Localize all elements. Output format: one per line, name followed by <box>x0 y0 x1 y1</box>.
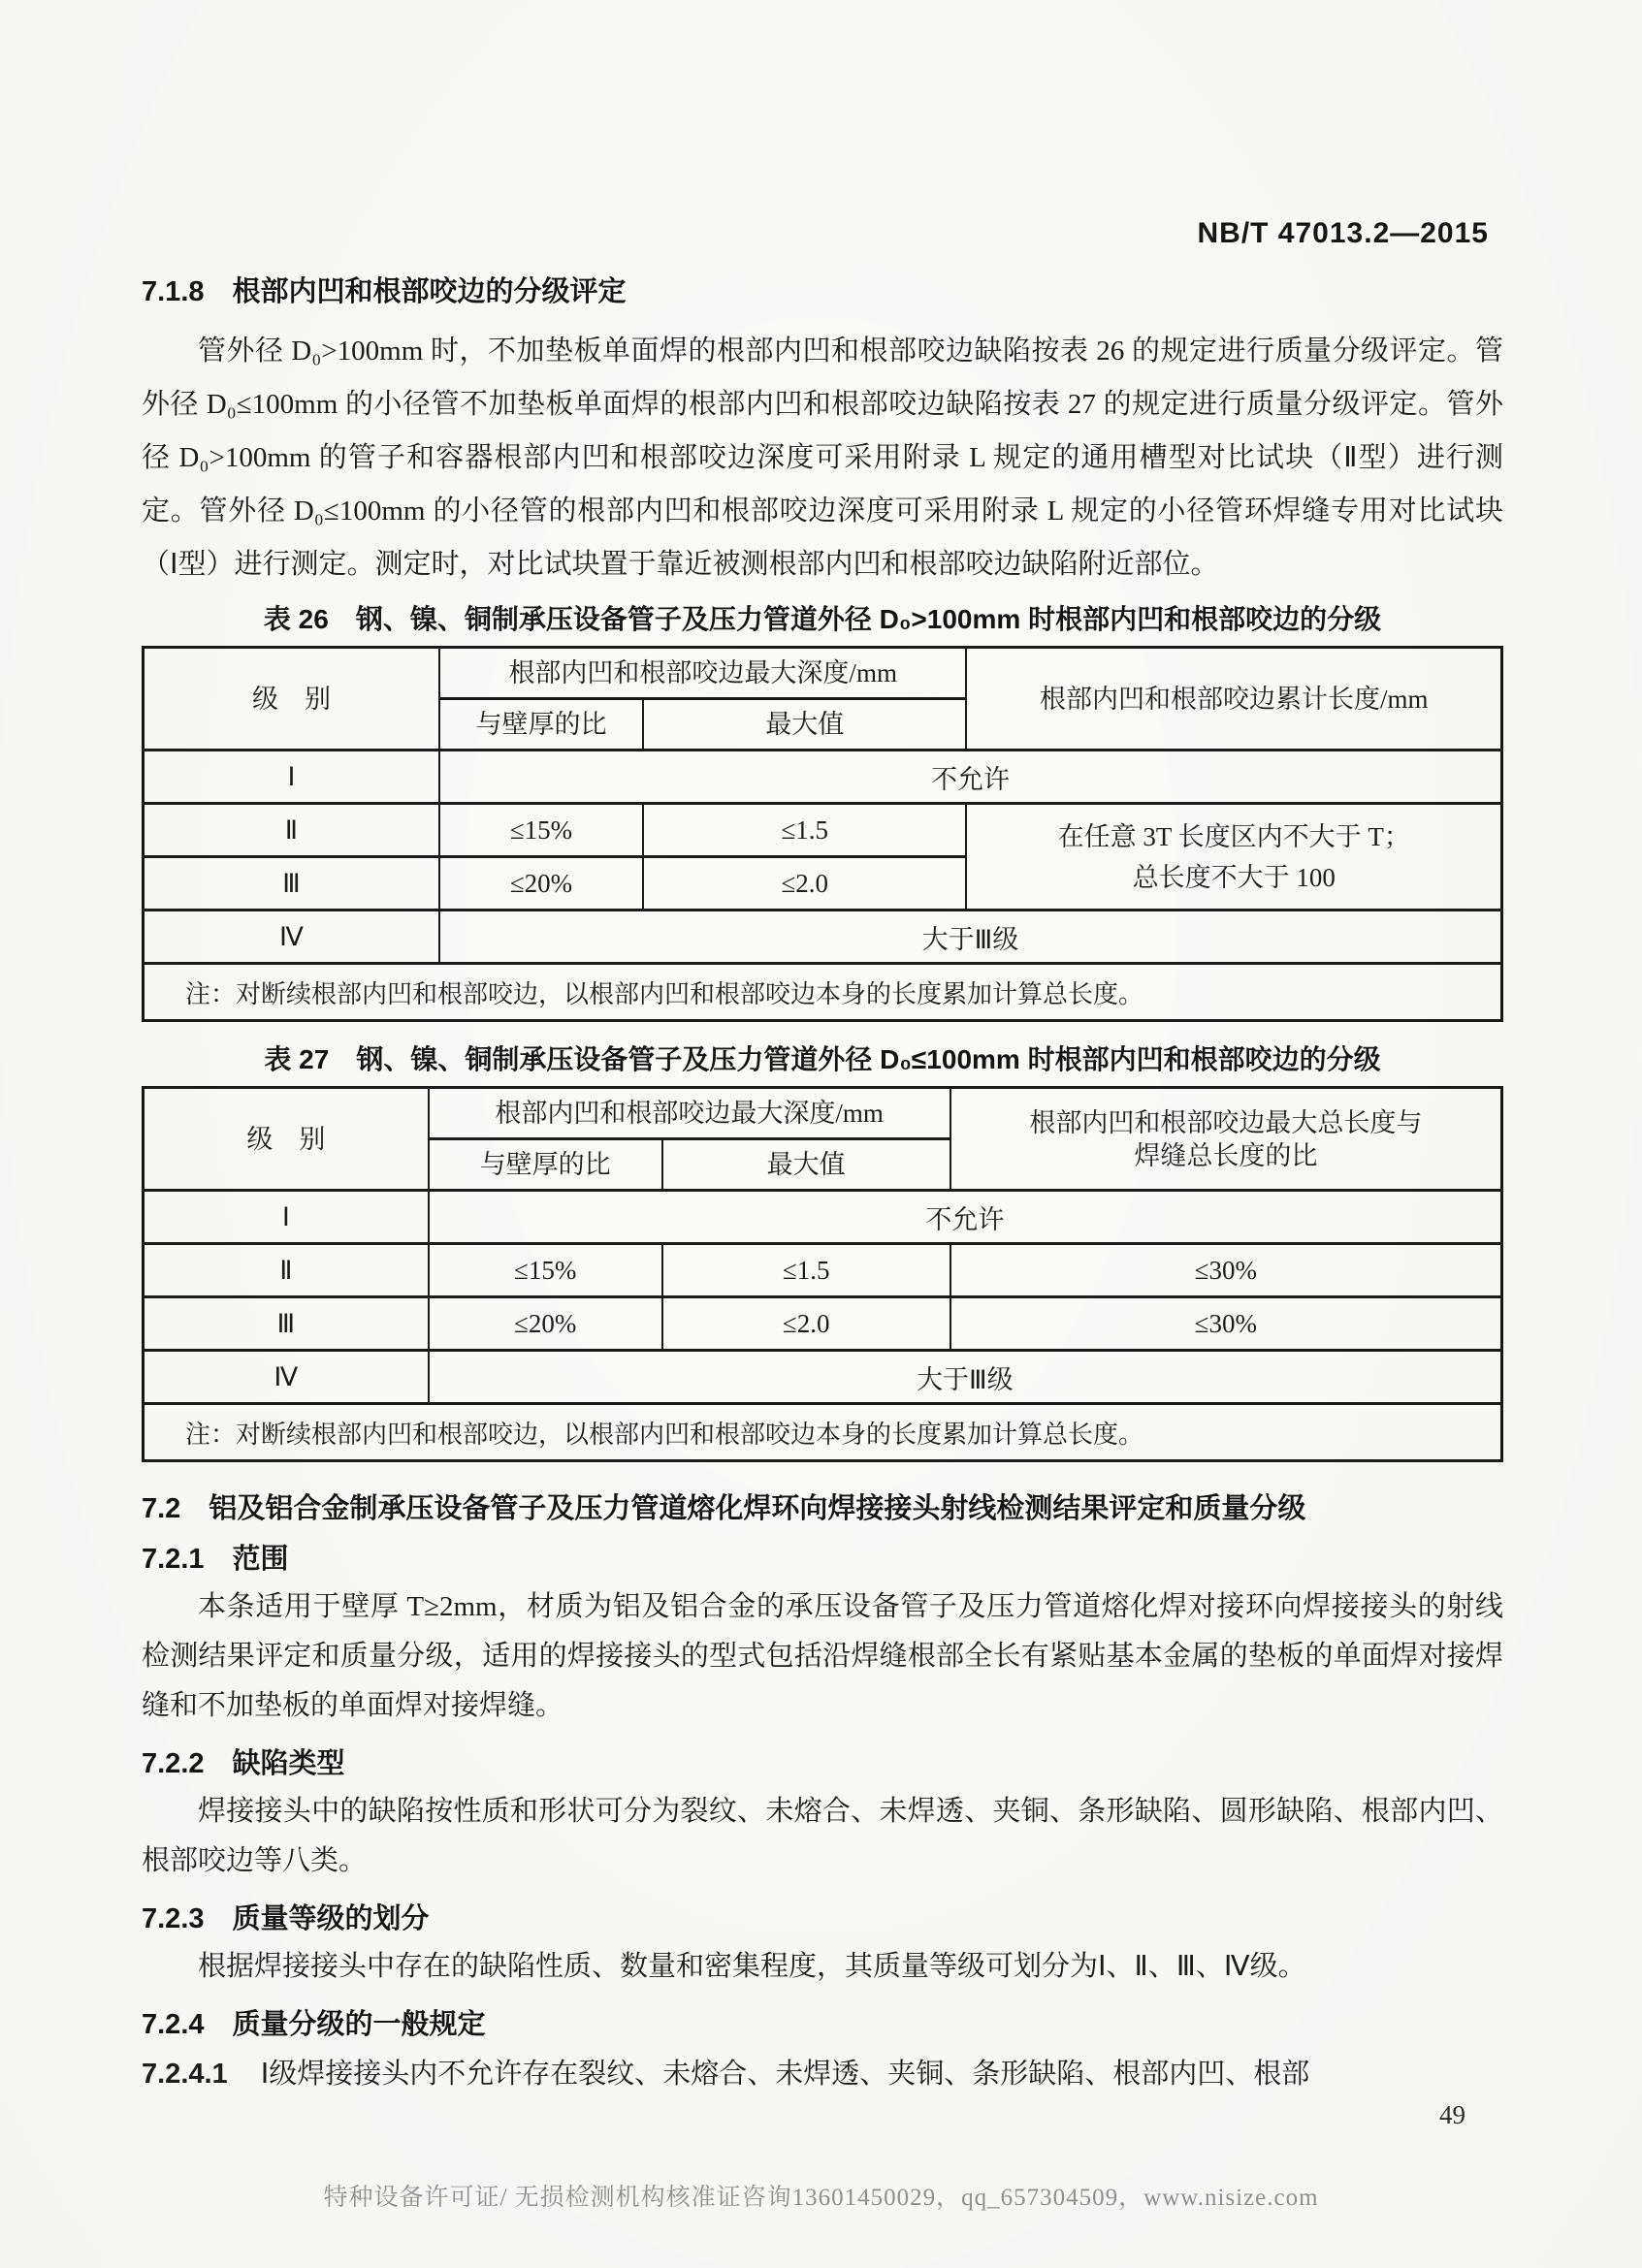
level-cell: Ⅳ <box>144 910 439 964</box>
merged-cell: 不允许 <box>429 1191 1502 1244</box>
page-number: 49 <box>1439 2100 1465 2129</box>
total-cell: ≤30% <box>950 1297 1502 1351</box>
table-27-header-depth-group: 根部内凹和根部咬边最大深度/mm <box>429 1088 950 1139</box>
merged-cell: 大于Ⅲ级 <box>429 1351 1502 1404</box>
merged-cell: 大于Ⅲ级 <box>439 910 1502 964</box>
table-27-header-ratio: 与壁厚的比 <box>429 1139 662 1191</box>
ratio-cell: ≤15% <box>429 1244 662 1297</box>
page-content <box>142 0 1503 2099</box>
table-27-header-row-1 <box>144 1088 1502 1139</box>
ratio-cell: ≤15% <box>439 804 643 857</box>
clause-7-2-4-1 <box>142 2050 1503 2099</box>
max-cell: ≤2.0 <box>662 1297 950 1351</box>
table-26-header-ratio: 与壁厚的比 <box>439 699 643 751</box>
section-7-2-3-paragraph: 根据焊接接头中存在的缺陷性质、数量和密集程度，其质量等级可划分为Ⅰ、Ⅱ、Ⅲ、Ⅳ级。 <box>198 1951 1306 1982</box>
cum-length-line-2: 总长度不大于 100 <box>1132 862 1336 892</box>
section-7-2-2-paragraph: 焊接接头中的缺陷按性质和形状可分为裂纹、未熔合、未焊透、夹铜、条形缺陷、圆形缺陷、根部内凹、根部咬边等八类。 <box>142 1796 1503 1876</box>
ratio-cell: ≤20% <box>429 1297 662 1351</box>
level-cell: Ⅱ <box>144 804 439 857</box>
total-cell: ≤30% <box>950 1244 1502 1297</box>
table-26-header-level: 级 别 <box>144 648 439 751</box>
table-27-header-level: 级 别 <box>144 1088 429 1191</box>
cum-length-merged-cell <box>966 804 1501 910</box>
section-7-1-8-paragraph: 管外径 D₀>100mm 时，不加垫板单面焊的根部内凹和根部咬边缺陷按表 26 的规定进行质量分级评定。管外径 D₀≤100mm 的小径管不加垫板单面焊的根部内凹和根部咬边缺陷按表 27 的规定进行质量分级评定。管外径 D₀>100mm 的管子和容器根部内凹和根部咬边深度可采用附录 L 规定的通用槽型对比试块（Ⅱ型）进行测定。管外径 D₀≤100mm 的小径管的根部内凹和根部咬边深度可采用附录 L 规定的小径管环焊缝专用对比试块（Ⅰ型）进行测定。测定时，对比试块置于靠近被测根部内凹和根部咬边缺陷附近部位。 <box>142 335 1503 580</box>
section-7-2-4-heading: 7.2.4 质量分级的一般规定 <box>142 2009 486 2040</box>
clause-7-2-4-1-text: Ⅰ级焊接接头内不允许存在裂纹、未熔合、未焊透、夹铜、条形缺陷、根部内凹、根部 <box>260 2059 1310 2090</box>
table-27-header-total-ratio <box>950 1088 1502 1191</box>
table-26-row-2 <box>144 804 1502 857</box>
level-cell: Ⅲ <box>144 1297 429 1351</box>
level-cell: Ⅰ <box>144 1191 429 1244</box>
section-7-2-1-paragraph: 本条适用于壁厚 T≥2mm，材质为铝及铝合金的承压设备管子及压力管道熔化焊对接环向焊接接头的射线检测结果评定和质量分级，适用的焊接接头的型式包括沿焊缝根部全长有紧贴基本金属的垫板的单面焊对接焊缝和不加垫板的单面焊对接焊缝。 <box>142 1591 1503 1721</box>
footer-watermark: 特种设备许可证/ 无损检测机构核准证咨询13601450029，qq_657304509，www.nisize.com <box>323 2185 1319 2211</box>
table-27-caption: 表 27 钢、镍、铜制承压设备管子及压力管道外径 D₀≤100mm 时根部内凹和根部咬边的分级 <box>264 1044 1381 1074</box>
table-27-row-1 <box>144 1191 1502 1244</box>
table-27-row-4 <box>144 1351 1502 1404</box>
max-cell: ≤1.5 <box>643 804 966 857</box>
level-cell: Ⅱ <box>144 1244 429 1297</box>
table-27-row-2 <box>144 1244 1502 1297</box>
section-7-2-3-heading: 7.2.3 质量等级的划分 <box>142 1903 430 1934</box>
standard-number-header: NB/T 47013.2—2015 <box>1197 217 1489 249</box>
ratio-cell: ≤20% <box>439 857 643 910</box>
total-ratio-line-2: 焊缝总长度的比 <box>1134 1140 1318 1170</box>
table-26-row-4 <box>144 910 1502 964</box>
table-27-note-row <box>144 1404 1502 1461</box>
table-26-header-depth-group: 根部内凹和根部咬边最大深度/mm <box>439 648 967 699</box>
total-ratio-line-1: 根部内凹和根部咬边最大总长度与 <box>1029 1107 1423 1137</box>
table-26-header-cum-length: 根部内凹和根部咬边累计长度/mm <box>966 648 1501 751</box>
table-27-note: 注：对断续根部内凹和根部咬边，以根部内凹和根部咬边本身的长度累加计算总长度。 <box>144 1404 1502 1461</box>
level-cell: Ⅲ <box>144 857 439 910</box>
section-7-2-heading: 7.2 铝及铝合金制承压设备管子及压力管道熔化焊环向焊接接头射线检测结果评定和质量分级 <box>142 1493 1306 1524</box>
table-26-row-1 <box>144 751 1502 804</box>
section-7-1-8-heading: 7.1.8 根部内凹和根部咬边的分级评定 <box>142 276 627 307</box>
clause-7-2-4-1-number: 7.2.4.1 <box>142 2059 228 2090</box>
level-cell: Ⅳ <box>144 1351 429 1404</box>
table-27 <box>142 1086 1503 1462</box>
section-7-2-2-heading: 7.2.2 缺陷类型 <box>142 1748 345 1779</box>
level-cell: Ⅰ <box>144 751 439 804</box>
table-26-note-row <box>144 964 1502 1021</box>
table-27-header-max: 最大值 <box>662 1139 950 1191</box>
table-26-note: 注：对断续根部内凹和根部咬边，以根部内凹和根部咬边本身的长度累加计算总长度。 <box>144 964 1502 1021</box>
merged-cell: 不允许 <box>439 751 1502 804</box>
section-7-2-1-heading: 7.2.1 范围 <box>142 1544 289 1575</box>
cum-length-line-1: 在任意 3T 长度区内不大于 T； <box>1057 821 1410 851</box>
table-27-row-3 <box>144 1297 1502 1351</box>
table-26 <box>142 646 1503 1022</box>
table-26-header-max: 最大值 <box>643 699 966 751</box>
table-26-caption: 表 26 钢、镍、铜制承压设备管子及压力管道外径 D₀>100mm 时根部内凹和根部咬边的分级 <box>263 604 1382 634</box>
max-cell: ≤2.0 <box>643 857 966 910</box>
max-cell: ≤1.5 <box>662 1244 950 1297</box>
table-26-header-row-1 <box>144 648 1502 699</box>
